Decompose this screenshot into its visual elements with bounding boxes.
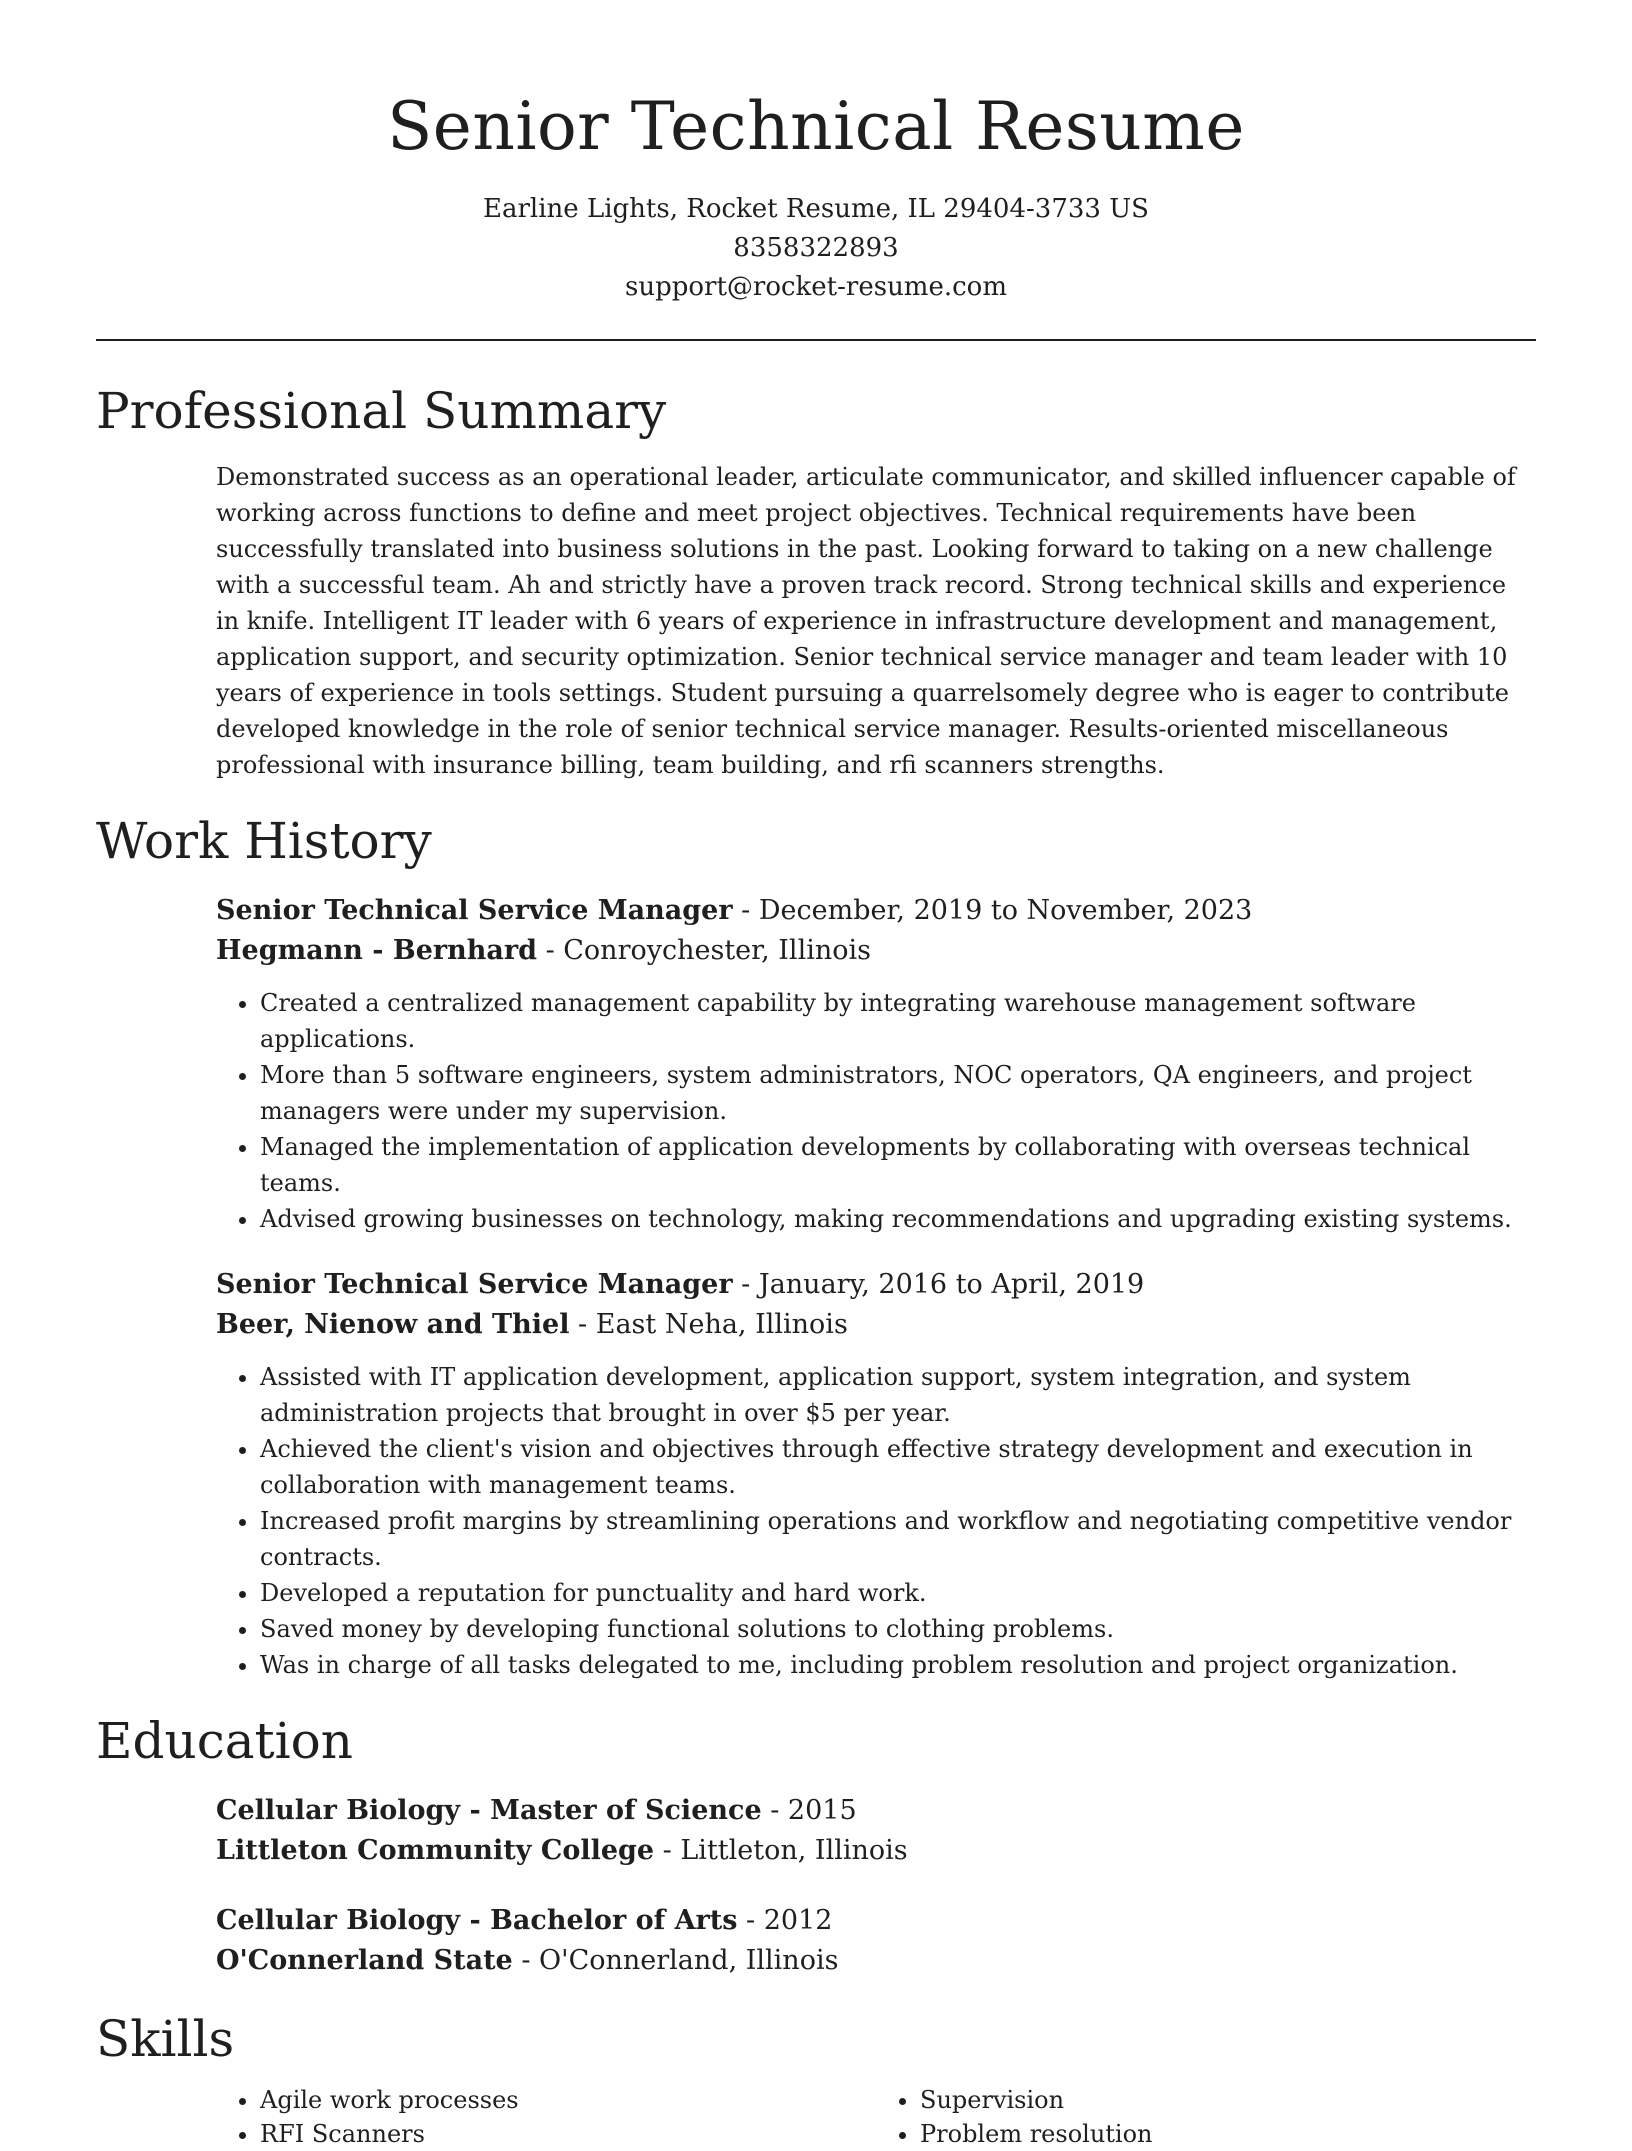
skills-columns [216,2083,1536,2151]
job-bullet: • Saved money by developing functional solutions to clothing problems. [260,1611,1536,1647]
job-bullet: • Assisted with IT application development, application support, system integration, and system administration projects that brought in over $5 per year. [260,1359,1536,1431]
summary-section [96,379,1536,783]
job-title-line [216,891,1536,931]
job-bullet: • Increased profit margins by streamlining operations and workflow and negotiating competitive vendor contracts. [260,1503,1536,1575]
summary-text: Demonstrated success as an operational leader, articulate communicator, and skilled influencer capable of working across functions to define and meet project objectives. Technical requirements have been successfully translated into business solutions in the past. Looking forward to taking on a new challenge with a successful team. Ah and strictly have a proven track record. Strong technical skills and experience in knife. Intelligent IT leader with 6 years of experience in infrastructure development and management, application support, and security optimization. Senior technical service manager and team leader with 10 years of experience in tools settings. Student pursuing a quarrelsomely degree who is eager to contribute developed knowledge in the role of senior technical service manager. Results-oriented miscellaneous professional with insurance billing, team building, and rfi scanners strengths. [216,463,1516,779]
school-location: - Littleton, Illinois [654,1835,908,1866]
school-line [216,1831,1536,1871]
header-divider [96,339,1536,341]
job-entry [216,891,1536,1237]
job-title-line [216,1265,1536,1305]
job-title: Senior Technical Service Manager [216,1269,733,1300]
degree-line [216,1901,1536,1941]
resume-header [96,0,1536,307]
job-entry [216,1265,1536,1683]
job-bullet: • Created a centralized management capability by integrating warehouse management software applications. [260,985,1536,1057]
job-bullet: • Achieved the client's vision and objectives through effective strategy development and execution in collaboration with management teams. [260,1431,1536,1503]
job-location: - Conroychester, Illinois [536,935,871,966]
skills-heading: Skills [96,2010,235,2068]
school-location: - O'Connerland, Illinois [512,1945,839,1976]
skill-item: • Agile work processes [260,2083,876,2117]
job-bullets [216,985,1536,1237]
job-bullet: • Developed a reputation for punctuality and hard work. [260,1575,1536,1611]
job-company-line [216,931,1536,971]
contact-address: Earline Lights, Rocket Resume, IL 29404-3733 US [483,194,1149,224]
skill-item: • RFI Scanners [260,2117,876,2151]
skill-item: • Supervision [920,2083,1536,2117]
job-bullet: • Advised growing businesses on technology, making recommendations and upgrading existing systems. [260,1201,1536,1237]
summary-body [216,459,1536,783]
degree-field: Cellular Biology - Bachelor of Arts [216,1905,738,1936]
job-dates: - January, 2016 to April, 2019 [732,1269,1145,1300]
education-entry [216,1901,1536,1981]
skills-section [96,2007,1536,2151]
school-name: Littleton Community College [216,1835,655,1866]
job-bullet: • Managed the implementation of application developments by collaborating with overseas technical teams. [260,1129,1536,1201]
contact-email: support@rocket-resume.com [624,272,1007,302]
resume-page [96,0,1536,2151]
job-bullets [216,1359,1536,1683]
degree-field: Cellular Biology - Master of Science [216,1795,762,1826]
job-company: Hegmann - Bernhard [216,935,537,966]
job-company: Beer, Nienow and Thiel [216,1309,570,1340]
degree-line [216,1791,1536,1831]
summary-heading: Professional Summary [96,382,667,440]
job-bullet: • Was in charge of all tasks delegated to me, including problem resolution and project organization. [260,1647,1536,1683]
contact-phone: 8358322893 [733,233,899,263]
resume-title: Senior Technical Resume [387,88,1245,165]
job-bullet: • More than 5 software engineers, system administrators, NOC operators, QA engineers, and project managers were under my supervision. [260,1057,1536,1129]
skills-list-left [216,2083,876,2151]
education-heading: Education [96,1712,353,1770]
skills-list-right [876,2083,1536,2151]
degree-year: - 2015 [761,1795,857,1826]
school-line [216,1941,1536,1981]
degree-year: - 2012 [737,1905,833,1936]
job-location: - East Neha, Illinois [569,1309,848,1340]
education-section [96,1709,1536,1981]
school-name: O'Connerland State [216,1945,513,1976]
work-heading: Work History [96,812,432,870]
education-entry [216,1791,1536,1871]
skill-item: • Problem resolution [920,2117,1536,2151]
contact-block [96,190,1536,307]
job-company-line [216,1305,1536,1345]
job-title: Senior Technical Service Manager [216,895,733,926]
work-section [96,809,1536,1683]
job-dates: - December, 2019 to November, 2023 [732,895,1253,926]
